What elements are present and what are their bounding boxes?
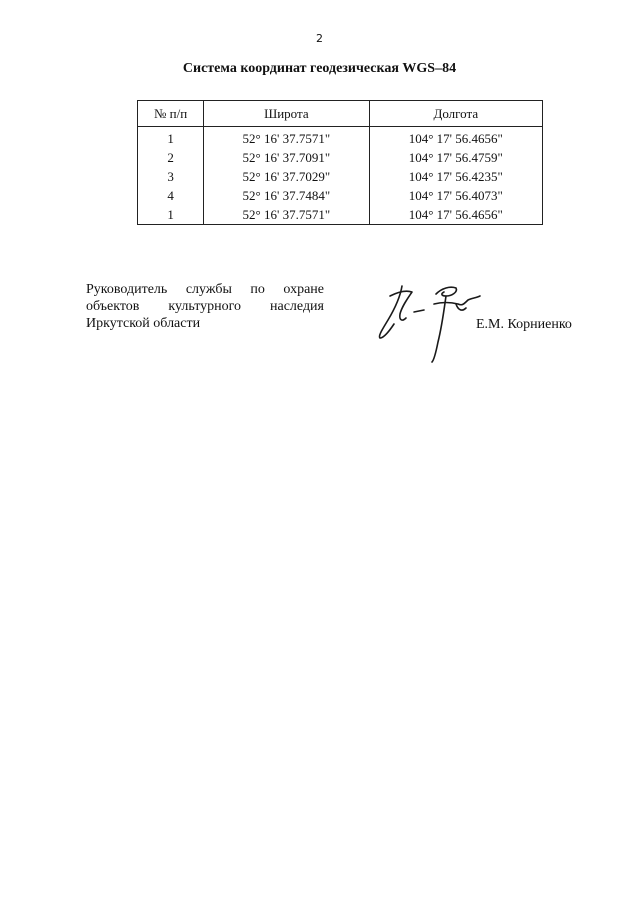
signer-position [86, 281, 324, 332]
signer-position-line: Руководитель службы по охране [86, 282, 324, 297]
page-number: 2 [316, 32, 323, 45]
cell-latitude: 52° 16' 37.7571" [204, 205, 369, 225]
table-row [138, 148, 543, 167]
cell-latitude: 52° 16' 37.7091" [204, 148, 369, 167]
header-longitude: Долгота [369, 101, 542, 127]
table-row [138, 186, 543, 205]
cell-number: 1 [138, 205, 204, 225]
coordinates-table [137, 100, 543, 225]
document-title: Система координат геодезическая WGS–84 [182, 61, 457, 76]
header-latitude: Широта [204, 101, 369, 127]
cell-latitude: 52° 16' 37.7571" [204, 127, 369, 149]
cell-longitude: 104° 17' 56.4235" [369, 167, 542, 186]
cell-number: 4 [138, 186, 204, 205]
cell-longitude: 104° 17' 56.4656" [369, 205, 542, 225]
handwritten-signature [372, 280, 484, 366]
cell-longitude: 104° 17' 56.4073" [369, 186, 542, 205]
cell-number: 2 [138, 148, 204, 167]
cell-number: 1 [138, 127, 204, 149]
signer-position-line: объектов культурного наследия [86, 299, 324, 314]
cell-latitude: 52° 16' 37.7484" [204, 186, 369, 205]
cell-number: 3 [138, 167, 204, 186]
cell-longitude: 104° 17' 56.4759" [369, 148, 542, 167]
cell-longitude: 104° 17' 56.4656" [369, 127, 542, 149]
signer-name: Е.М. Корниенко [476, 317, 572, 332]
signer-position-line: Иркутской области [86, 316, 201, 331]
table-row [138, 167, 543, 186]
table-header-row [138, 101, 543, 127]
table-row [138, 205, 543, 225]
table-row [138, 127, 543, 149]
header-number: № п/п [138, 101, 204, 127]
cell-latitude: 52° 16' 37.7029" [204, 167, 369, 186]
